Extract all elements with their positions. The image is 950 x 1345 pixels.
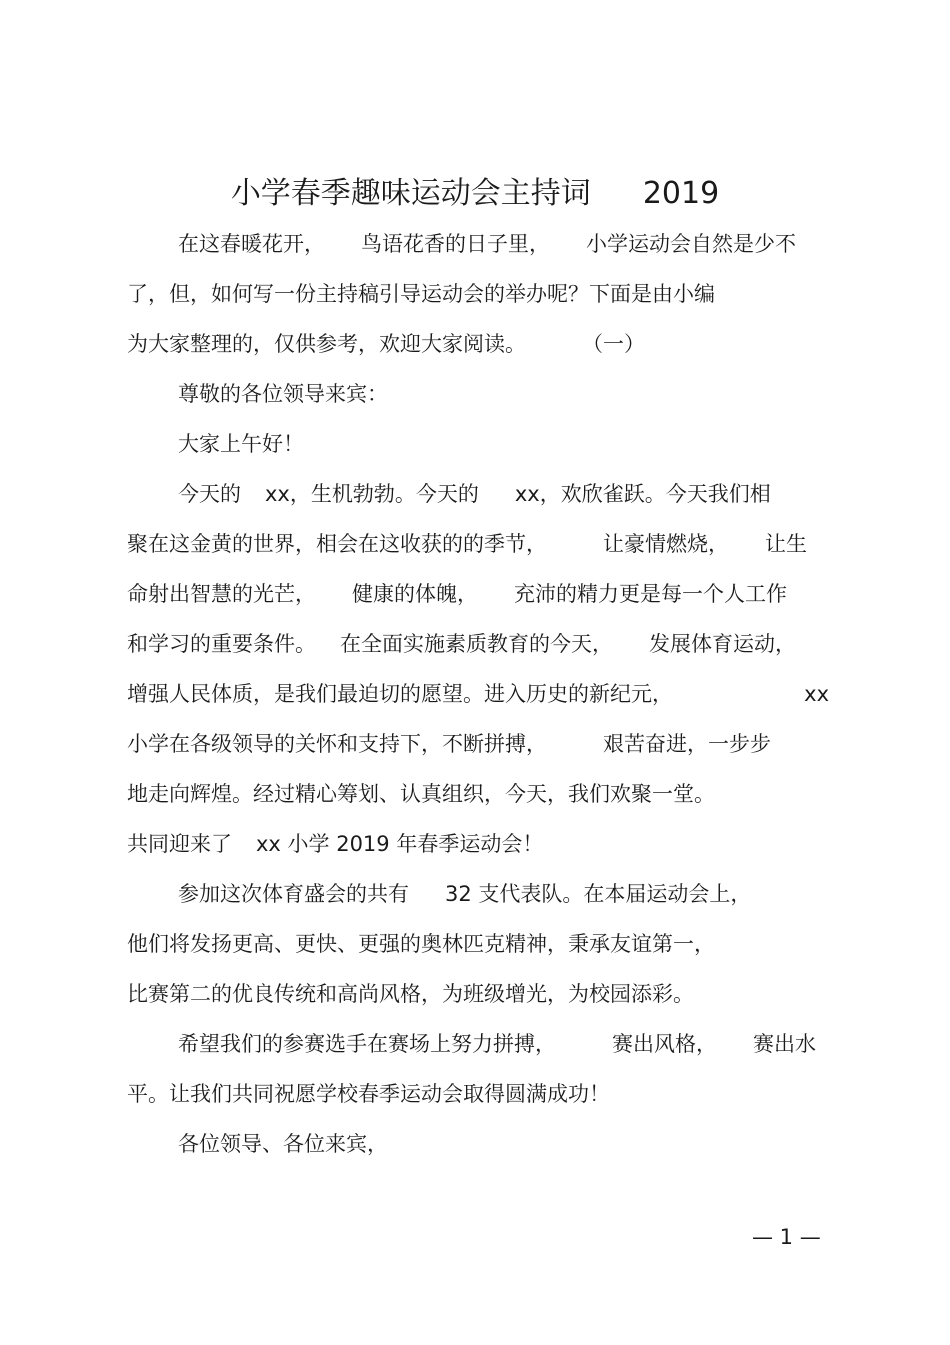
greeting: 大家上午好！ [178,432,304,456]
text-line: 增强人民体质，是我们最迫切的愿望。进入历史的新纪元， xx [127,682,829,706]
document-title [0,172,950,216]
text-line: 平。让我们共同祝愿学校春季运动会取得圆满成功！ [127,1082,610,1106]
text-line: 今天的 xx，生机勃勃。今天的 xx，欢欣雀跃。今天我们相 [178,482,771,506]
text-line: 地走向辉煌。经过精心筹划、认真组织，今天，我们欢聚一堂。 [127,782,715,806]
text-line: 共同迎来了 xx 小学 2019 年春季运动会！ [127,832,544,856]
page-number: — 1 — [752,1225,821,1249]
text-line: 希望我们的参赛选手在赛场上努力拼搏， 赛出风格， 赛出水 [178,1032,816,1056]
text-line: 了，但，如何写一份主持稿引导运动会的举办呢？下面是由小编 [127,282,715,306]
text-line: 在这春暖花开， 鸟语花香的日子里， 小学运动会自然是少不 [178,232,796,256]
title-year: 2019 [642,176,720,211]
text-line: 比赛第二的优良传统和高尚风格，为班级增光，为校园添彩。 [127,982,694,1006]
text-line: 为大家整理的，仅供参考，欢迎大家阅读。 （一） [127,332,645,356]
title-text: 小学春季趣味运动会主持词 [230,176,591,211]
text-line: 各位领导、各位来宾， [178,1132,388,1156]
text-line: 和学习的重要条件。 在全面实施素质教育的今天， 发展体育运动， [127,632,796,656]
text-line: 命射出智慧的光芒， 健康的体魄， 充沛的精力更是每一个人工作 [127,582,787,606]
text-line: 他们将发扬更高、更快、更强的奥林匹克精神，秉承友谊第一， [127,932,715,956]
text-line: 聚在这金黄的世界，相会在这收获的的季节， 让豪情燃烧， 让生 [127,532,807,556]
text-line: 小学在各级领导的关怀和支持下，不断拼搏， 艰苦奋进，一步步 [127,732,771,756]
salutation: 尊敬的各位领导来宾： [178,382,388,406]
text-line: 参加这次体育盛会的共有 32 支代表队。在本届运动会上， [178,882,752,906]
